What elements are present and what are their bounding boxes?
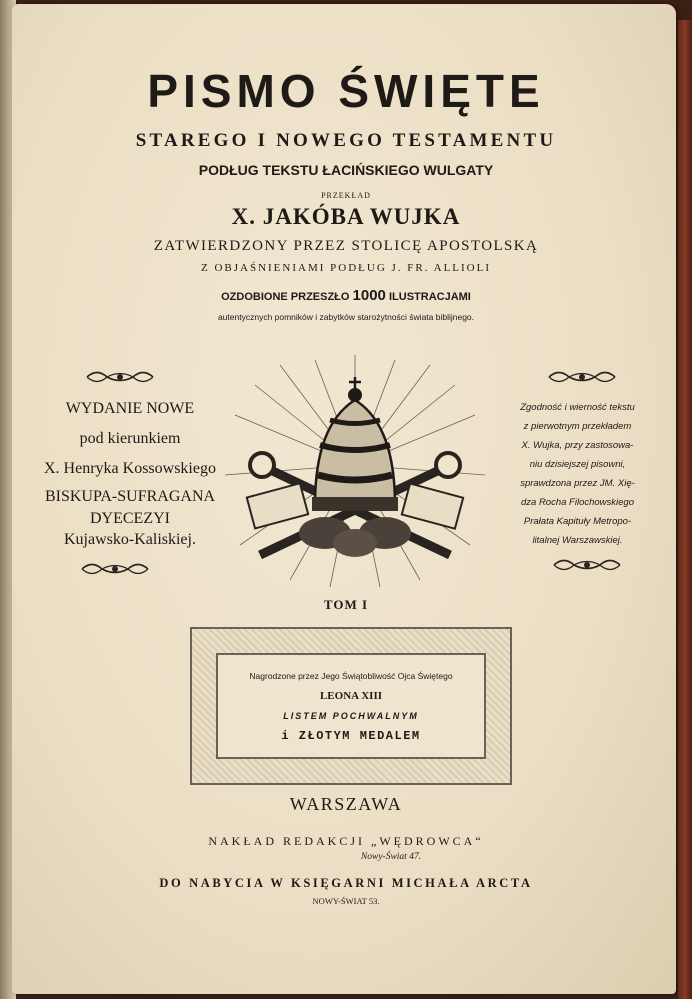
translation-label: PRZEKŁAD (321, 191, 371, 200)
note-line: Prałata Kapituły Metropo- (523, 516, 632, 527)
explanations-line: Z OBJAŚNIENIAMI PODŁUG J. FR. ALLIOLI (200, 262, 492, 274)
ornament-top-left-icon (85, 368, 155, 386)
bookstore-address: NOWY-ŚWIAT 53. (312, 896, 380, 906)
right-column-note (495, 398, 660, 550)
award-box-inner (216, 653, 486, 759)
award-line-2: LEONA XIII (319, 690, 383, 702)
ornament-bottom-right-icon (552, 556, 622, 574)
award-box (190, 627, 512, 785)
award-line-1: Nagrodzone przez Jego Świątobliwość Ojca Świętego (249, 671, 453, 681)
city: WARSZAWA (289, 794, 403, 814)
bookstore: DO NABYCIA W KSIĘGARNI MICHAŁA ARCTA (159, 876, 533, 890)
editor-rank: BISKUPA-SUFRAGANA (44, 488, 216, 505)
subtitle: STAREGO I NOWEGO TESTAMENTU (135, 130, 557, 151)
ornament-top-right-icon (547, 368, 617, 386)
illustrations-note: autentycznych pomników i zabytków starożytności świata biblijnego. (217, 312, 475, 322)
source-line: PODŁUG TEKSTU ŁACIŃSKIEGO WULGATY (198, 162, 494, 178)
ornament-bottom-left-icon (80, 560, 150, 578)
note-line: litalnej Warszawskiej. (532, 535, 623, 546)
under-direction: pod kierunkiem (79, 430, 181, 447)
note-line: z pierwotnym przekładem (523, 421, 632, 432)
diocese-name: Kujawsko-Kaliskiej. (64, 531, 196, 548)
award-line-4: i ZŁOTYM MEDALEM (281, 729, 421, 743)
approval-line: ZATWIERDZONY PRZEZ STOLICĘ APOSTOLSKĄ (153, 238, 539, 254)
illustrations-line (0, 287, 692, 304)
diocese-label: DYECEZYI (90, 510, 170, 527)
edition-label: WYDANIE NOWE (65, 400, 195, 417)
illustrations-after: ILUSTRACJAMI (388, 291, 471, 303)
publisher: NAKŁAD REDAKCJI „WĘDROWCA“ (208, 834, 484, 848)
volume-label: TOM I (323, 597, 369, 612)
translator: X. JAKÓBA WUJKA (231, 204, 461, 229)
publisher-address: Nowy-Świat 47. (360, 852, 422, 862)
note-line: Zgodność i wierność tekstu (520, 402, 635, 413)
note-line: X. Wujka, przy zastosowa- (521, 440, 634, 451)
note-line: sprawdzona przez JM. Xię- (520, 478, 635, 489)
page-title: PISMO ŚWIĘTE (147, 65, 545, 117)
award-line-3: LISTEM POCHWALNYM (283, 711, 419, 721)
note-line: niu dzisiejszej pisowni, (529, 459, 626, 470)
editor-name: X. Henryka Kossowskiego (44, 460, 216, 477)
note-line: dza Rocha Filochowskiego (520, 497, 634, 508)
illustrations-count: 1000 (352, 287, 386, 304)
papal-tiara-emblem-icon (220, 355, 490, 590)
illustrations-before: OZDOBIONE PRZESZŁO (221, 291, 350, 303)
